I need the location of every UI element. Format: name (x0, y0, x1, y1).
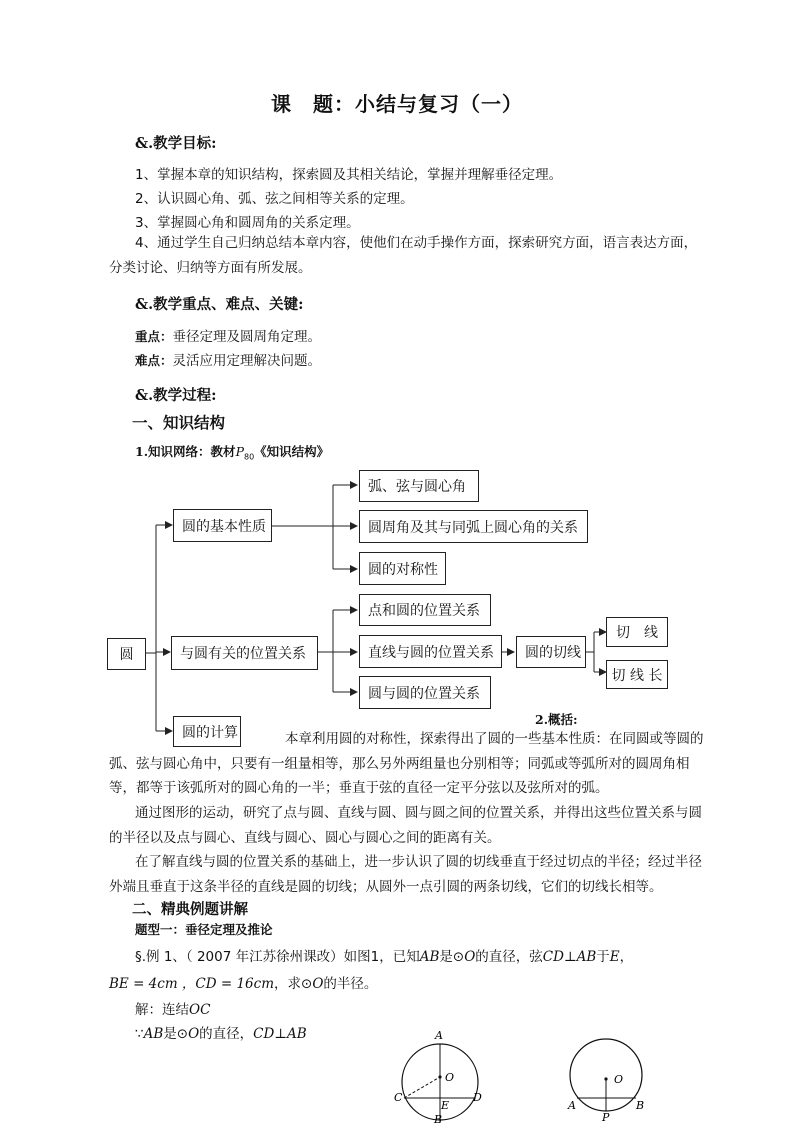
solution-line (135, 998, 210, 1018)
difficult-point-line (135, 349, 321, 369)
ex1-o: O (464, 949, 476, 965)
difficult-point-label: 难点： (135, 353, 173, 368)
summary-label: 2.概括: (535, 712, 578, 727)
page-title: 课 题：小结与复习（一） (271, 92, 523, 116)
difficult-point-text: 灵活应用定理解决问题。 (172, 353, 322, 369)
network-label (135, 442, 329, 462)
node-circle-circle: 圆与圆的位置关系 (359, 676, 491, 709)
since-symbol: ∵ (135, 1026, 144, 1042)
since-o: O (188, 1026, 200, 1042)
figure-1-center-dot (438, 1075, 441, 1078)
key-point-text: 垂径定理及圆周角定理。 (172, 329, 322, 345)
process-heading: &.教学过程: (135, 387, 217, 404)
since-line (135, 1022, 307, 1042)
goals-heading: &.教学目标: (135, 135, 217, 152)
solution-oc: OC (189, 1002, 211, 1018)
example-1-line-2 (109, 972, 377, 992)
node-position-relations: 与圆有关的位置关系 (171, 636, 318, 670)
figure-2-label-a: A (568, 1099, 576, 1112)
ex1-text-i: ， (619, 949, 634, 965)
figure-1-label-d: D (473, 1091, 482, 1104)
ex1-ab: AB (419, 949, 440, 965)
node-arc-chord-angle: 弧、弦与圆心角 (359, 470, 479, 502)
network-label-book: 《知识结构》 (254, 444, 330, 459)
node-circle-calculation: 圆的计算 (173, 716, 241, 747)
ex1-text-ask: ，求⊙ (274, 976, 313, 992)
node-inscribed-angle: 圆周角及其与同弧上圆心角的关系 (359, 510, 588, 543)
figure-2-center-dot (604, 1077, 607, 1080)
figure-1-label-c: C (394, 1091, 403, 1104)
goal-item-4: 4、通过学生自己归纳总结本章内容，使他们在动手操作方面，探索研究方面，语言表达方面，分类讨论、归纳等方面有所发展。 (109, 235, 698, 276)
question-type-1: 题型一：垂径定理及推论 (135, 922, 273, 937)
node-symmetry: 圆的对称性 (359, 552, 446, 585)
network-label-page: 80 (243, 452, 255, 462)
figure-1-label-e: E (441, 1099, 450, 1112)
goal-item-2: 2、认识圆心角、弧、弦之间相等关系的定理。 (135, 191, 414, 207)
node-tangent-line: 切 线 (606, 617, 668, 647)
ex1-cd-perp-ab: CD⊥AB (542, 949, 597, 965)
node-circle-root: 圆 (107, 638, 146, 670)
since-text-b: 是⊙ (163, 1026, 189, 1042)
figure-2-label-p: P (602, 1111, 610, 1123)
since-ab: AB (143, 1026, 164, 1042)
key-point-label: 重点： (135, 329, 173, 344)
figure-1-label-a: A (435, 1029, 443, 1042)
ex1-text-e: 的直径，弦 (475, 949, 543, 965)
figure-1 (385, 1025, 495, 1123)
figure-1-label-o: O (445, 1071, 455, 1084)
network-label-p: P (235, 444, 244, 459)
goal-item-1: 1、掌握本章的知识结构，探索圆及其相关结论，掌握并理解垂径定理。 (135, 167, 563, 183)
network-label-text: 1.知识网络：教材 (135, 444, 236, 459)
figure-2-label-o: O (614, 1073, 624, 1086)
section-knowledge-structure: 一、知识结构 (132, 413, 226, 432)
ex1-text-a: §.例 1、（ 2007 年江苏徐州课改）如图1，已知 (135, 949, 420, 965)
since-text-c: 的直径， (199, 1026, 254, 1042)
ex1-text-c: 是⊙ (439, 949, 465, 965)
solution-text: 解：连结 (135, 1002, 189, 1018)
figure-2 (560, 1035, 655, 1123)
figure-1-label-b: B (434, 1113, 443, 1123)
figure-2-label-b: B (636, 1099, 645, 1112)
summary-paragraph-1: 本章利用圆的对称性，探索得出了圆的一些基本性质：在同圆或等圆的弧、弦与圆心角中，只要有一组量相等，那么另外两组量也分别相等；同弧或等弧所对的圆周角相等，都等于该弧所对的圆心角的一半；垂直于弦的直径一定平分弦以及弦所对的弧。 (109, 731, 704, 796)
key-point-line (135, 325, 321, 345)
node-line-circle: 直线与圆的位置关系 (359, 635, 502, 668)
summary-paragraph-2: 通过图形的运动，研究了点与圆、直线与圆、圆与圆之间的位置关系，并得出这些位置关系与圆的半径以及点与圆心、直线与圆心、圆心与圆心之间的距离有关。 (109, 805, 702, 846)
ex1-measures: BE = 4cm ，CD = 16cm (109, 976, 274, 992)
node-point-circle: 点和圆的位置关系 (359, 594, 491, 626)
node-basic-properties: 圆的基本性质 (173, 509, 272, 542)
node-tangent-of-circle: 圆的切线 (516, 636, 586, 668)
goal-item-3: 3、掌握圆心角和圆周角的关系定理。 (135, 215, 360, 231)
since-cd-perp-ab: CD⊥AB (253, 1026, 307, 1042)
example-1-line-1 (135, 945, 633, 965)
key-heading: &.教学重点、难点、关键: (135, 296, 304, 313)
node-tangent-length: 切 线 长 (606, 660, 668, 689)
ex1-text-radius: 的半径。 (323, 976, 378, 992)
ex1-o2: O (312, 976, 324, 992)
figure-1-segment-oc (404, 1077, 440, 1098)
section-examples: 二、精典例题讲解 (132, 901, 248, 918)
ex1-e: E (609, 949, 620, 965)
ex1-text-g: 于 (596, 949, 610, 965)
summary-paragraph-3: 在了解直线与圆的位置关系的基础上，进一步认识了圆的切线垂直于经过切点的半径；经过半径外端且垂直于这条半径的直线是圆的切线；从圆外一点引圆的两条切线，它们的切线长相等。 (109, 854, 702, 895)
